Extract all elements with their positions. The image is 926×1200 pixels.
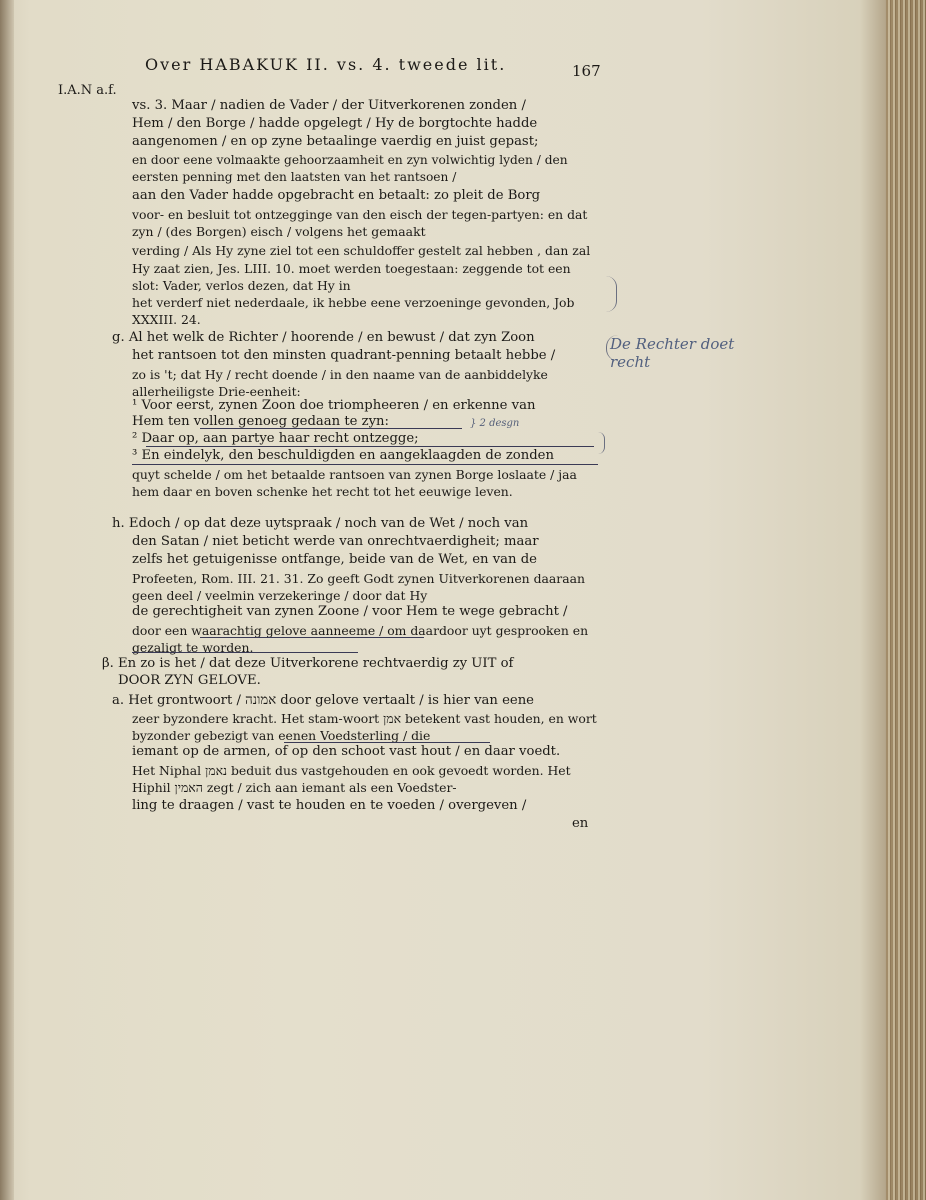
pen-underline bbox=[200, 637, 424, 638]
text-line: g. Al het welk de Richter / hoorende / en bewust / dat zyn Zoon bbox=[112, 330, 535, 345]
text-line: iemant op de armen, of op den schoot vast hout / en daar voedt. bbox=[132, 744, 561, 759]
pen-bracket bbox=[598, 432, 605, 454]
text-line: den Satan / niet beticht werde van onrechtvaerdigheit; maar bbox=[132, 534, 539, 549]
text-line: voor- en besluit tot ontzegginge van den eisch der tegen-partyen: en dat zyn / (des Borgen) eisch / volgens het gemaakt bbox=[132, 207, 588, 239]
text-line: verding / Als Hy zyne ziel tot een schuldoffer gestelt zal hebben , dan zal Hy zaat zien, Jes. LIII. 10. moet werden toegestaan: zeggende tot een slot: Vader, verlos dezen, dat Hy in bbox=[132, 243, 591, 293]
text-line: aangenomen / en op zyne betaalinge vaerdig en juist gepast; bbox=[132, 134, 539, 149]
text-line: het rantsoen tot den minsten quadrant-penning betaalt hebbe / bbox=[132, 348, 556, 363]
text-line: ² Daar op, aan partye haar recht ontzegge; bbox=[132, 431, 419, 446]
pen-bracket bbox=[606, 276, 617, 312]
text-line: h. Edoch / op dat deze uytspraak / noch van de Wet / noch van bbox=[112, 516, 529, 531]
pen-underline bbox=[132, 652, 358, 653]
text-line: ling te draagen / vast te houden en te voeden / overgeven / bbox=[132, 798, 527, 813]
text-line: de gerechtigheit van zynen Zoone / voor Hem te wege gebracht / bbox=[132, 604, 568, 619]
text-line: vs. 3. Maar / nadien de Vader / der Uitverkorenen zonden / bbox=[132, 98, 526, 113]
text-line: quyt schelde / om het betaalde rantsoen van zynen Borge loslaate / jaa hem daar en boven schenke het recht tot het eeuwige leven. bbox=[132, 467, 577, 499]
running-title: Over HABAKUK II. vs. 4. tweede lit. bbox=[145, 55, 507, 74]
text-line: β. En zo is het / dat deze Uitverkorene rechtvaerdig zy UIT of bbox=[102, 656, 514, 671]
text-line: zelfs het getuigenisse ontfange, beide van de Wet, en van de bbox=[132, 552, 537, 567]
page-number: 167 bbox=[572, 62, 601, 80]
handwritten-margin-note: De Rechter doet recht bbox=[610, 335, 735, 371]
text-line: zo is 't; dat Hy / recht doende / in den naame van de aanbiddelyke allerheiligste Drie-eenheit: bbox=[132, 367, 548, 399]
text-line: a. Het grontwoort / אמונה door gelove vertaalt / is hier van eene bbox=[112, 693, 534, 708]
margin-mark: I.A.N a.f. bbox=[58, 83, 117, 98]
text-line: zeer byzondere kracht. Het stam-woort אמן betekent vast houden, en wort byzonder gebezigt van eenen Voedsterling / die bbox=[132, 711, 597, 743]
text-line: het verderf niet nederdaale, ik hebbe eene verzoeninge gevonden, Job XXXIII. 24. bbox=[132, 295, 575, 327]
pen-underline bbox=[146, 446, 594, 447]
pen-underline bbox=[200, 428, 462, 429]
text-line: ¹ Voor eerst, zynen Zoon doe triompheeren / en erkenne van bbox=[132, 398, 536, 413]
catchword: en bbox=[572, 816, 589, 831]
text-line: Het Niphal נאמן beduit dus vastgehouden en ook gevoedt worden. Het Hiphil האמין zegt / zich aan iemant als een Voedster- bbox=[132, 763, 571, 795]
text-line: Hem ten vollen genoeg gedaan te zyn: bbox=[132, 414, 389, 429]
pen-underline bbox=[132, 464, 598, 465]
text-line: ³ En eindelyk, den beschuldigden en aangeklaagden de zonden bbox=[132, 448, 554, 463]
text-line: Hem / den Borge / hadde opgelegt / Hy de borgtochte hadde bbox=[132, 116, 538, 131]
pen-underline bbox=[284, 742, 490, 743]
text-line: door een waarachtig gelove aanneeme / om daardoor uyt gesprooken en gezaligt te worden. bbox=[132, 623, 589, 655]
text-line: Profeeten, Rom. III. 21. 31. Zo geeft Godt zynen Uitverkorenen daaraan geen deel / veelmin verzekeringe / door dat Hy bbox=[132, 571, 585, 603]
text-line: aan den Vader hadde opgebracht en betaalt: zo pleit de Borg bbox=[132, 188, 541, 203]
handwritten-interlinear-note: } 2 desgn bbox=[470, 418, 520, 429]
text-line: DOOR ZYN GELOVE. bbox=[118, 673, 261, 688]
text-line: en door eene volmaakte gehoorzaamheit en zyn volwichtig lyden / den eersten penning met den laatsten van het rantsoen / bbox=[132, 153, 568, 184]
